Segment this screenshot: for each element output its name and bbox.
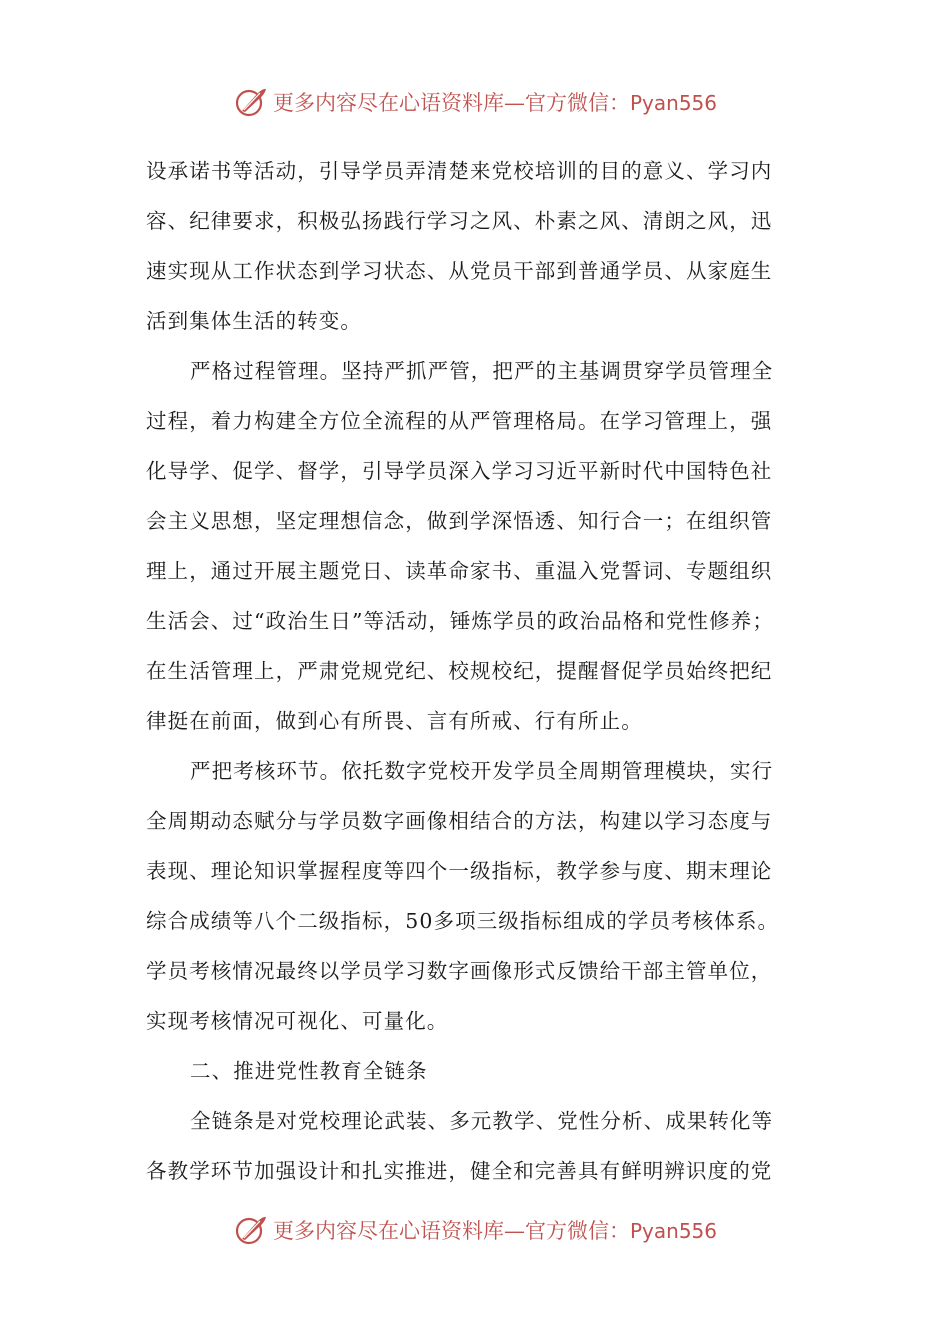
body-line: 会主义思想，坚定理想信念，做到学深悟透、知行合一；在组织管 — [146, 509, 773, 533]
section-heading: 二、推进党性教育全链条 — [190, 1059, 428, 1083]
header-banner — [0, 80, 950, 124]
body-line: 各教学环节加强设计和扎实推进，健全和完善具有鲜明辨识度的党 — [146, 1159, 773, 1183]
quill-pen-logo-icon — [233, 84, 269, 120]
paragraph-heading-strict-assessment: 严把考核环节。依托数字党校开发学员全周期管理模块，实行 — [190, 759, 774, 783]
body-line: 生活会、过“政治生日”等活动，锤炼学员的政治品格和党性修养； — [146, 609, 774, 633]
header-banner-text: 更多内容尽在心语资料库—官方微信：Pyan556 — [272, 91, 717, 115]
body-line: 全链条是对党校理论武装、多元教学、党性分析、成果转化等 — [190, 1109, 774, 1133]
body-line: 设承诺书等活动，引导学员弄清楚来党校培训的目的意义、学习内 — [146, 159, 773, 183]
body-line: 速实现从工作状态到学习状态、从党员干部到普通学员、从家庭生 — [146, 259, 773, 283]
paragraph-heading-strict-process: 严格过程管理。坚持严抓严管，把严的主基调贯穿学员管理全 — [190, 359, 774, 383]
quill-pen-logo-icon — [233, 1212, 269, 1248]
body-line: 活到集体生活的转变。 — [146, 309, 362, 333]
body-line: 律挺在前面，做到心有所畏、言有所戒、行有所止。 — [146, 709, 643, 733]
body-line: 综合成绩等八个二级指标，50多项三级指标组成的学员考核体系。 — [146, 909, 780, 933]
body-line: 容、纪律要求，积极弘扬践行学习之风、朴素之风、清朗之风，迅 — [146, 209, 773, 233]
body-line: 理上，通过开展主题党日、读革命家书、重温入党誓词、专题组织 — [146, 559, 773, 583]
body-line: 化导学、促学、督学，引导学员深入学习习近平新时代中国特色社 — [146, 459, 773, 483]
body-line: 学员考核情况最终以学员学习数字画像形式反馈给干部主管单位， — [146, 959, 773, 983]
footer-banner-text: 更多内容尽在心语资料库—官方微信：Pyan556 — [272, 1219, 717, 1243]
body-line: 表现、理论知识掌握程度等四个一级指标，教学参与度、期末理论 — [146, 859, 773, 883]
footer-banner — [0, 1208, 950, 1252]
document-body — [146, 146, 812, 1196]
body-line: 全周期动态赋分与学员数字画像相结合的方法，构建以学习态度与 — [146, 809, 773, 833]
body-line: 过程，着力构建全方位全流程的从严管理格局。在学习管理上，强 — [146, 409, 773, 433]
body-line: 实现考核情况可视化、可量化。 — [146, 1009, 449, 1033]
body-line: 在生活管理上，严肃党规党纪、校规校纪，提醒督促学员始终把纪 — [146, 659, 773, 683]
